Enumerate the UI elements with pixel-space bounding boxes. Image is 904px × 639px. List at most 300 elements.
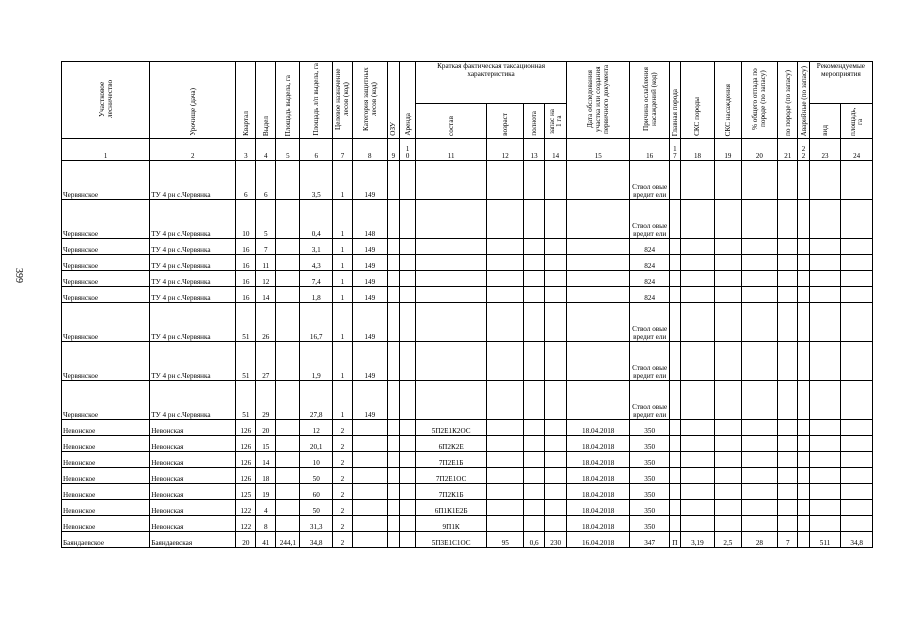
cell-c6: 7,4: [300, 271, 333, 287]
cell-c12: [487, 239, 524, 255]
cell-c6: 50: [300, 500, 333, 516]
cell-c4: 7: [256, 239, 276, 255]
cell-c2: ТУ 4 рн с.Червянка: [150, 239, 236, 255]
cell-c17: [670, 342, 681, 381]
cell-c24: [841, 200, 873, 239]
cell-c5: [276, 500, 300, 516]
cell-c21: [778, 436, 798, 452]
cell-c4: 19: [256, 484, 276, 500]
table-row: [62, 500, 873, 516]
cell-c3: 126: [236, 436, 256, 452]
cell-c20: [741, 500, 778, 516]
cell-c12: [487, 452, 524, 468]
cell-c22: [798, 500, 810, 516]
cell-c5: [276, 342, 300, 381]
cell-c10: [400, 484, 416, 500]
cell-c6: 16,7: [300, 303, 333, 342]
cell-c14: [545, 303, 567, 342]
header-c24: площадь, га: [841, 103, 873, 138]
cell-c24: [841, 436, 873, 452]
cell-c9: [387, 484, 400, 500]
cell-c3: 122: [236, 500, 256, 516]
cell-c9: [387, 468, 400, 484]
cell-c23: [809, 255, 841, 271]
column-number-row: [62, 139, 873, 161]
cell-c20: [741, 468, 778, 484]
cell-c2: Невонская: [150, 452, 236, 468]
cell-c15: 16.04.2018: [567, 532, 630, 548]
column-number: 12: [487, 139, 524, 161]
cell-c19: [715, 381, 741, 420]
cell-c2: ТУ 4 рн с.Червянка: [150, 342, 236, 381]
table-row: [62, 287, 873, 303]
cell-c4: 26: [256, 303, 276, 342]
cell-c10: [400, 255, 416, 271]
cell-c6: 1,9: [300, 342, 333, 381]
cell-c10: [400, 436, 416, 452]
table-row: [62, 255, 873, 271]
cell-c7: 2: [332, 468, 352, 484]
cell-c16: 824: [630, 255, 670, 271]
cell-c18: [680, 381, 715, 420]
column-number: 14: [545, 139, 567, 161]
cell-c12: [487, 381, 524, 420]
cell-c22: [798, 271, 810, 287]
cell-c13: 0,6: [524, 532, 545, 548]
cell-c20: [741, 239, 778, 255]
cell-c7: 2: [332, 452, 352, 468]
cell-c7: 2: [332, 420, 352, 436]
cell-c9: [387, 532, 400, 548]
cell-c24: [841, 255, 873, 271]
cell-c20: [741, 200, 778, 239]
cell-c21: [778, 468, 798, 484]
cell-c12: [487, 303, 524, 342]
cell-c11: 7П2Е1ОС: [415, 468, 486, 484]
cell-c24: [841, 516, 873, 532]
cell-c13: [524, 381, 545, 420]
table-body: [62, 161, 873, 548]
cell-c15: [567, 255, 630, 271]
header-c15: Дата обследования участка или создания первичного документа: [567, 62, 630, 139]
cell-c10: [400, 239, 416, 255]
cell-c4: 15: [256, 436, 276, 452]
header-c19: СКС насаждения: [715, 62, 741, 139]
column-number: 23: [809, 139, 841, 161]
cell-c14: [545, 500, 567, 516]
cell-c21: 7: [778, 532, 798, 548]
table-row: [62, 381, 873, 420]
column-number: 6: [300, 139, 333, 161]
header-c23: вид: [809, 103, 841, 138]
cell-c2: ТУ 4 рн с.Червянка: [150, 255, 236, 271]
cell-c13: [524, 287, 545, 303]
cell-c8: [352, 452, 387, 468]
cell-c11: 6П2К2Е: [415, 436, 486, 452]
cell-c10: [400, 452, 416, 468]
cell-c18: [680, 200, 715, 239]
cell-c20: [741, 516, 778, 532]
header-c2: Урочище (дача): [150, 62, 236, 139]
cell-c3: 20: [236, 532, 256, 548]
table-row: [62, 484, 873, 500]
column-number: 7: [332, 139, 352, 161]
cell-c23: [809, 239, 841, 255]
cell-c3: 6: [236, 161, 256, 200]
cell-c24: [841, 303, 873, 342]
cell-c13: [524, 484, 545, 500]
cell-c9: [387, 303, 400, 342]
header-c16: Причина ослабления насаждений (код): [630, 62, 670, 139]
cell-c2: ТУ 4 рн с.Червянка: [150, 200, 236, 239]
cell-c17: [670, 303, 681, 342]
cell-c17: [670, 287, 681, 303]
cell-c17: [670, 468, 681, 484]
cell-c17: [670, 516, 681, 532]
cell-c4: 14: [256, 287, 276, 303]
cell-c5: [276, 468, 300, 484]
cell-c16: 350: [630, 484, 670, 500]
cell-c18: [680, 468, 715, 484]
cell-c20: [741, 381, 778, 420]
cell-c18: [680, 239, 715, 255]
cell-c8: 149: [352, 303, 387, 342]
cell-c4: 6: [256, 161, 276, 200]
cell-c21: [778, 500, 798, 516]
cell-c14: [545, 420, 567, 436]
cell-c2: ТУ 4 рн с.Червянка: [150, 161, 236, 200]
cell-c14: [545, 516, 567, 532]
cell-c12: [487, 271, 524, 287]
cell-c6: 20,1: [300, 436, 333, 452]
column-number: 15: [567, 139, 630, 161]
cell-c23: [809, 200, 841, 239]
cell-c8: [352, 420, 387, 436]
header-c5: Площадь выдела, га: [276, 62, 300, 139]
cell-c6: 31,3: [300, 516, 333, 532]
column-number: 21: [778, 139, 798, 161]
cell-c20: 28: [741, 532, 778, 548]
cell-c21: [778, 303, 798, 342]
cell-c9: [387, 287, 400, 303]
cell-c24: [841, 287, 873, 303]
column-number: 5: [276, 139, 300, 161]
cell-c22: [798, 468, 810, 484]
cell-c5: [276, 436, 300, 452]
cell-c7: 1: [332, 287, 352, 303]
cell-c18: [680, 342, 715, 381]
cell-c15: 18.04.2018: [567, 500, 630, 516]
table-row: [62, 452, 873, 468]
cell-c2: ТУ 4 рн с.Червянка: [150, 381, 236, 420]
header-c6: Площадь л/п выдела, га: [300, 62, 333, 139]
cell-c4: 12: [256, 271, 276, 287]
cell-c12: [487, 516, 524, 532]
cell-c22: [798, 255, 810, 271]
header-c18: СКС породы: [680, 62, 715, 139]
cell-c2: Невонская: [150, 436, 236, 452]
cell-c5: [276, 200, 300, 239]
cell-c9: [387, 381, 400, 420]
header-c20: % общего отпада по породе (по запасу): [741, 62, 778, 139]
cell-c10: [400, 287, 416, 303]
cell-c5: [276, 452, 300, 468]
cell-c12: [487, 255, 524, 271]
table-row: [62, 532, 873, 548]
cell-c22: [798, 239, 810, 255]
table-row: [62, 303, 873, 342]
cell-c18: [680, 420, 715, 436]
header-c22: Аварийные (по запасу): [798, 62, 810, 139]
cell-c16: 350: [630, 436, 670, 452]
cell-c14: [545, 484, 567, 500]
cell-c7: 1: [332, 381, 352, 420]
cell-c8: 149: [352, 287, 387, 303]
cell-c8: 149: [352, 239, 387, 255]
cell-c23: [809, 342, 841, 381]
cell-c11: [415, 303, 486, 342]
header-c7: Целевое назначение лесов (код): [332, 62, 352, 139]
cell-c8: 149: [352, 271, 387, 287]
header-c11: состав: [415, 103, 486, 138]
cell-c19: [715, 239, 741, 255]
cell-c15: 18.04.2018: [567, 468, 630, 484]
cell-c5: [276, 484, 300, 500]
column-number: 1 0: [400, 139, 416, 161]
column-number: 19: [715, 139, 741, 161]
cell-c10: [400, 381, 416, 420]
cell-c7: 1: [332, 239, 352, 255]
cell-c22: [798, 532, 810, 548]
cell-c24: [841, 161, 873, 200]
cell-c16: 350: [630, 500, 670, 516]
cell-c12: [487, 436, 524, 452]
cell-c21: [778, 484, 798, 500]
table-row: [62, 271, 873, 287]
cell-c3: 51: [236, 342, 256, 381]
cell-c11: [415, 239, 486, 255]
cell-c5: [276, 239, 300, 255]
cell-c8: [352, 468, 387, 484]
header-c3: Квартал: [236, 62, 256, 139]
cell-c8: [352, 484, 387, 500]
cell-c17: [670, 239, 681, 255]
cell-c17: [670, 161, 681, 200]
cell-c9: [387, 239, 400, 255]
column-number: 2 2: [798, 139, 810, 161]
table-row: [62, 342, 873, 381]
cell-c13: [524, 452, 545, 468]
cell-c23: [809, 436, 841, 452]
cell-c16: Ствол овые вредит ели: [630, 161, 670, 200]
cell-c13: [524, 271, 545, 287]
cell-c17: [670, 452, 681, 468]
cell-c18: [680, 161, 715, 200]
cell-c21: [778, 516, 798, 532]
cell-c11: [415, 161, 486, 200]
cell-c18: [680, 436, 715, 452]
cell-c3: 16: [236, 239, 256, 255]
cell-c15: [567, 342, 630, 381]
cell-c23: [809, 500, 841, 516]
cell-c8: 149: [352, 381, 387, 420]
cell-c23: [809, 452, 841, 468]
cell-c23: [809, 287, 841, 303]
cell-c2: Невонская: [150, 420, 236, 436]
cell-c7: 1: [332, 342, 352, 381]
cell-c15: [567, 303, 630, 342]
cell-c18: [680, 516, 715, 532]
header-c14: запас на 1 га: [545, 103, 567, 138]
cell-c20: [741, 271, 778, 287]
cell-c16: 350: [630, 420, 670, 436]
cell-c11: [415, 271, 486, 287]
cell-c7: 1: [332, 161, 352, 200]
cell-c5: [276, 255, 300, 271]
cell-c6: 3,1: [300, 239, 333, 255]
cell-c7: 2: [332, 484, 352, 500]
cell-c17: [670, 271, 681, 287]
cell-c16: 824: [630, 271, 670, 287]
cell-c12: [487, 484, 524, 500]
cell-c13: [524, 239, 545, 255]
table-row: [62, 161, 873, 200]
table-row: [62, 516, 873, 532]
cell-c6: 1,8: [300, 287, 333, 303]
cell-c9: [387, 516, 400, 532]
cell-c11: 7П2Е1Б: [415, 452, 486, 468]
cell-c19: [715, 468, 741, 484]
cell-c15: [567, 271, 630, 287]
header-c10: Аренда: [400, 62, 416, 139]
cell-c24: 34,8: [841, 532, 873, 548]
cell-c10: [400, 420, 416, 436]
cell-c21: [778, 381, 798, 420]
cell-c24: [841, 342, 873, 381]
cell-c6: 4,3: [300, 255, 333, 271]
cell-c14: [545, 161, 567, 200]
column-number: 20: [741, 139, 778, 161]
cell-c3: 16: [236, 271, 256, 287]
cell-c14: [545, 287, 567, 303]
cell-c15: [567, 239, 630, 255]
cell-c1: Невонское: [62, 420, 150, 436]
cell-c23: [809, 420, 841, 436]
cell-c13: [524, 468, 545, 484]
cell-c15: 18.04.2018: [567, 452, 630, 468]
cell-c4: 27: [256, 342, 276, 381]
cell-c18: [680, 303, 715, 342]
cell-c12: 95: [487, 532, 524, 548]
cell-c13: [524, 420, 545, 436]
cell-c1: Невонское: [62, 436, 150, 452]
cell-c16: Ствол овые вредит ели: [630, 381, 670, 420]
cell-c15: 18.04.2018: [567, 516, 630, 532]
cell-c3: 51: [236, 303, 256, 342]
cell-c19: [715, 303, 741, 342]
cell-c13: [524, 516, 545, 532]
cell-c6: 10: [300, 452, 333, 468]
cell-c1: Невонское: [62, 500, 150, 516]
cell-c22: [798, 452, 810, 468]
cell-c14: [545, 381, 567, 420]
cell-c23: [809, 484, 841, 500]
cell-c5: [276, 161, 300, 200]
cell-c22: [798, 287, 810, 303]
table-row: [62, 420, 873, 436]
cell-c2: Невонская: [150, 484, 236, 500]
cell-c19: [715, 484, 741, 500]
cell-c24: [841, 500, 873, 516]
cell-c19: [715, 255, 741, 271]
cell-c9: [387, 255, 400, 271]
cell-c3: 126: [236, 468, 256, 484]
cell-c20: [741, 342, 778, 381]
cell-c17: [670, 436, 681, 452]
cell-c19: [715, 436, 741, 452]
cell-c23: [809, 381, 841, 420]
cell-c16: 347: [630, 532, 670, 548]
cell-c8: [352, 500, 387, 516]
cell-c5: [276, 381, 300, 420]
cell-c19: [715, 200, 741, 239]
cell-c20: [741, 287, 778, 303]
column-number: 1 7: [670, 139, 681, 161]
cell-c8: 149: [352, 342, 387, 381]
cell-c6: 50: [300, 468, 333, 484]
cell-c10: [400, 342, 416, 381]
cell-c7: 1: [332, 255, 352, 271]
cell-c5: [276, 287, 300, 303]
cell-c16: Ствол овые вредит ели: [630, 303, 670, 342]
cell-c1: Червянское: [62, 342, 150, 381]
cell-c21: [778, 200, 798, 239]
cell-c14: [545, 271, 567, 287]
cell-c19: [715, 342, 741, 381]
column-number: 18: [680, 139, 715, 161]
cell-c13: [524, 161, 545, 200]
table-row: [62, 239, 873, 255]
cell-c9: [387, 342, 400, 381]
cell-c17: П: [670, 532, 681, 548]
column-number: 4: [256, 139, 276, 161]
cell-c8: [352, 516, 387, 532]
cell-c22: [798, 161, 810, 200]
cell-c12: [487, 420, 524, 436]
column-number: 3: [236, 139, 256, 161]
cell-c2: Баяндаевская: [150, 532, 236, 548]
cell-c11: 5П2Е1К2ОС: [415, 420, 486, 436]
cell-c22: [798, 436, 810, 452]
cell-c16: 350: [630, 468, 670, 484]
cell-c15: [567, 200, 630, 239]
cell-c4: 11: [256, 255, 276, 271]
cell-c22: [798, 516, 810, 532]
column-number: 1: [62, 139, 150, 161]
cell-c21: [778, 452, 798, 468]
cell-c9: [387, 436, 400, 452]
cell-c10: [400, 161, 416, 200]
cell-c3: 126: [236, 420, 256, 436]
cell-c16: 824: [630, 287, 670, 303]
cell-c5: 244,1: [276, 532, 300, 548]
cell-c20: [741, 420, 778, 436]
table-row: [62, 436, 873, 452]
cell-c19: [715, 500, 741, 516]
cell-c11: 5П3Е1С1ОС: [415, 532, 486, 548]
cell-c4: 41: [256, 532, 276, 548]
cell-c7: 2: [332, 532, 352, 548]
